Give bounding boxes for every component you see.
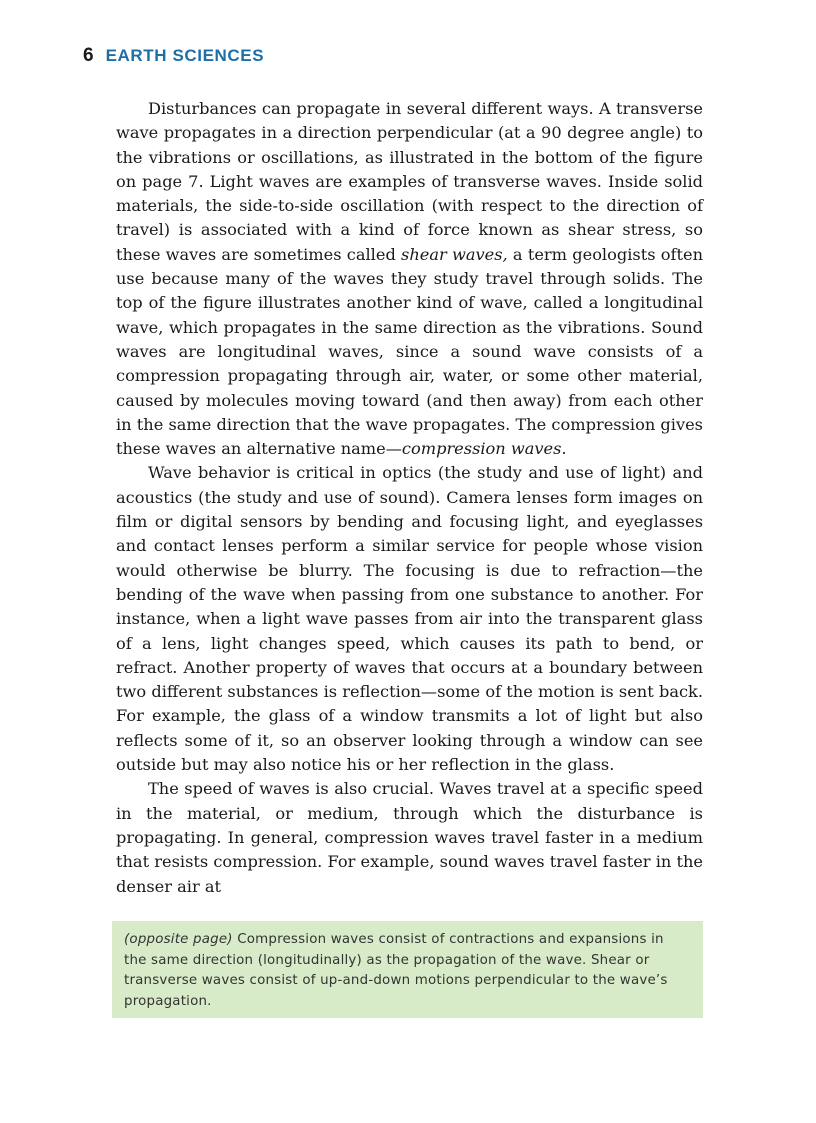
caption-body: Compression waves consist of contractions and expansions in the same direction (longitudinally) as the propagation of the wave. Shear or transverse waves consist of up-and-down motions perpendicular to the wave’s propagation. [124, 932, 668, 1009]
paragraph-1 [116, 97, 703, 461]
paragraph-3: The speed of waves is also crucial. Waves travel at a specific speed in the material, or medium, through which the disturbance is propagating. In general, compression waves travel faster in a medium that resists compression. For example, sound waves travel faster in the denser air at [116, 779, 703, 896]
paragraph-2: Wave behavior is critical in optics (the study and use of light) and acoustics (the study and use of sound). Camera lenses form images on film or digital sensors by bending and focusing light, and eyeglasses and contact lenses perform a similar service for people whose vision would otherwise be blurry. The focusing is due to refraction—the bending of the wave when passing from one substance to another. For instance, when a light wave passes from air into the transparent glass of a lens, light changes speed, which causes its path to bend, or refract. Another property of waves that occurs at a boundary between two different substances is reflection—some of the motion is sent back. For example, the glass of a window transmits a lot of light but also reflects some of it, so an observer looking through a window can see outside but may also notice his or her reflection in the glass. [116, 463, 703, 775]
term-shear-waves: shear waves, [401, 244, 508, 264]
running-head-title: EARTH SCIENCES [105, 46, 265, 65]
paragraph-1-part-b: a term geologists often use because many of the waves they study travel through solids. The top of the figure illustrates another kind of wave, called a longitudinal wave, which propagates in the same direction as the vibrations. Sound waves are longitudinal waves, since a sound wave consists of a compression propagating through air, water, or some other material, caused by molecules moving toward (and then away) from each other in the same direction that the wave propagates. The compression gives these waves an alternative name— [116, 244, 704, 459]
page-number: 6 [83, 45, 94, 66]
figure-caption [124, 930, 673, 1012]
term-compression-waves: compression waves. [401, 439, 567, 459]
figure-caption-box [112, 921, 703, 1018]
caption-lead: (opposite page) [124, 932, 233, 947]
paragraph-1-part-a: Disturbances can propagate in several different ways. A transverse wave propagates in a direction perpendicular (at a 90 degree angle) to the vibrations or oscillations, as illustrated in the bottom of the figure on page 7. Light waves are examples of transverse waves. Inside solid materials, the side-to-side oscillation (with respect to the direction of travel) is associated with a kind of force known as shear stress, so these waves are sometimes called [116, 99, 703, 264]
running-header [83, 45, 264, 67]
body-text [116, 97, 703, 899]
